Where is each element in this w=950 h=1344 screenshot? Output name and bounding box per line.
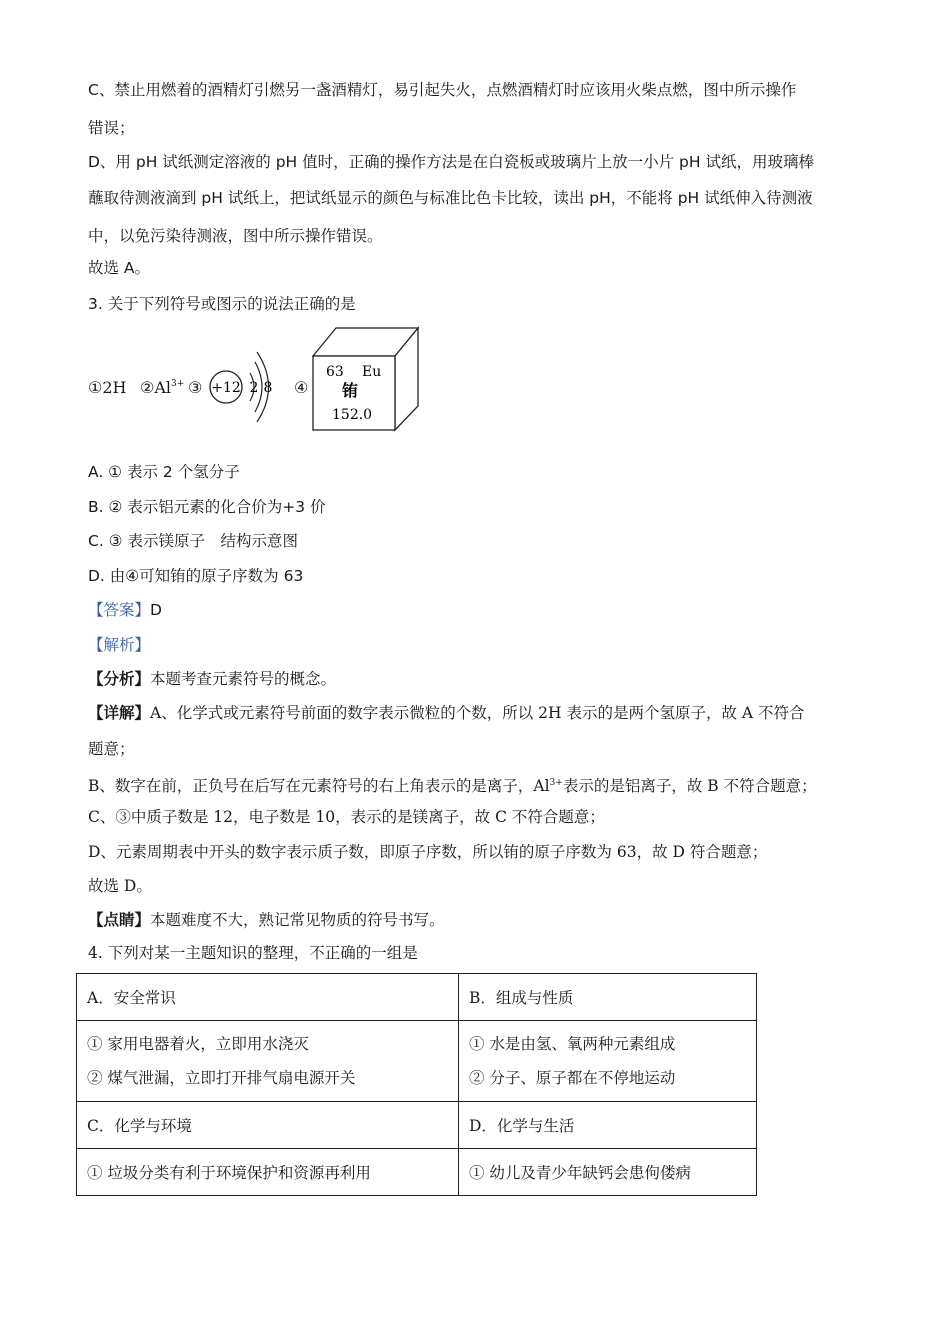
answer-value: D — [150, 601, 162, 619]
question-4-stem: 4. 下列对某一主题知识的整理，不正确的一组是 — [88, 944, 418, 962]
detail-line-b: B、数字在前，正负号在后写在元素符号的右上角表示的是离子，$Al^{3+}$表示的是铝离子，故 B 不符合题意； — [88, 777, 817, 796]
option-a: A. ① 表示 2 个氢分子 — [88, 463, 240, 481]
choose-d: 故选 D。 — [88, 877, 152, 895]
atom-structure-diagram — [206, 340, 286, 426]
figure-item-2: $②Al^{3+}$ — [140, 378, 185, 397]
fenxi-line — [88, 668, 878, 690]
detail-line-1: 【详解】A、化学式或元素符号前面的数字表示微粒的个数，所以 2H 表示的是两个氢原子，故 A 不符合 — [88, 703, 805, 722]
shell-2-count: 8 — [263, 380, 273, 396]
text-line: C、禁止用燃着的酒精灯引燃另一盏酒精灯，易引起失火，点燃酒精灯时应该用火柴点燃，图中所示操作 — [88, 81, 797, 99]
text-line: 错误； — [88, 119, 135, 137]
periodic-table-cell — [312, 326, 420, 432]
table-cell-d-head: D．化学与生活 — [459, 1102, 757, 1149]
answer-line — [88, 599, 878, 621]
table-cell-c-head: C．化学与环境 — [77, 1102, 459, 1149]
nucleus-label: +12 — [211, 380, 241, 396]
dianjing-label: 【点睛】 — [88, 910, 151, 929]
detail-line-d: D、元素周期表中开头的数字表示质子数，即原子序数，所以铕的原子序数为 63，故 D 符合题意； — [88, 843, 768, 861]
dianjing-line: 【点睛】本题难度不大，熟记常见物质的符号书写。 — [88, 910, 445, 929]
figure-item-1: ①2H — [88, 378, 127, 397]
text-line: 蘸取待测液滴到 pH 试纸上，把试纸显示的颜色与标准比色卡比较，读出 pH，不能将 pH 试纸伸入待测液 — [88, 189, 813, 207]
analysis-label: 【解析】 — [88, 636, 151, 654]
question-4-table — [76, 973, 757, 1196]
table-cell-c-body: ① 垃圾分类有利于环境保护和资源再利用 — [77, 1149, 459, 1196]
table-cell-b-head: B．组成与性质 — [459, 974, 757, 1021]
figure-item-4: ④ — [294, 378, 309, 397]
detail-line-2: 题意； — [88, 740, 135, 758]
table-cell-a-head: A．安全常识 — [77, 974, 459, 1021]
figure-item-3: ③ — [188, 378, 203, 397]
table-cell-a-body: ① 家用电器着火，立即用水浇灭 ② 煤气泄漏，立即打开排气扇电源开关 — [77, 1021, 459, 1102]
element-symbol: Eu — [362, 364, 382, 380]
detail-line-c: C、③中质子数是 12，电子数是 10，表示的是镁离子，故 C 不符合题意； — [88, 808, 605, 826]
element-name: 铕 — [342, 381, 359, 400]
table-cell-d-body: ① 幼儿及青少年缺钙会患佝偻病 — [459, 1149, 757, 1196]
question-3-stem: 3. 关于下列符号或图示的说法正确的是 — [88, 295, 356, 313]
option-b: B. ② 表示铝元素的化合价为+3 价 — [88, 498, 326, 516]
text-line: D、用 pH 试纸测定溶液的 pH 值时，正确的操作方法是在白瓷板或玻璃片上放一小片 pH 试纸，用玻璃棒 — [88, 153, 814, 171]
question-3-figure — [88, 324, 428, 434]
text-line: 故选 A。 — [88, 259, 151, 277]
table-cell-b-body: ① 水是由氢、氧两种元素组成 ② 分子、原子都在不停地运动 — [459, 1021, 757, 1102]
atomic-number: 63 — [326, 364, 344, 380]
text-line: 中，以免污染待测液，图中所示操作错误。 — [88, 227, 383, 245]
shell-1-count: 2 — [249, 380, 259, 396]
fenxi-label: 【分析】 — [88, 669, 151, 688]
option-c: C. ③ 表示镁原子 结构示意图 — [88, 532, 299, 550]
answer-label: 【答案】 — [88, 601, 151, 619]
option-d: D. 由④可知铕的原子序数为 63 — [88, 567, 304, 585]
fenxi-text: 本题考查元素符号的概念。 — [150, 670, 337, 688]
detail-label: 【详解】 — [88, 703, 151, 722]
atomic-mass: 152.0 — [332, 407, 373, 423]
